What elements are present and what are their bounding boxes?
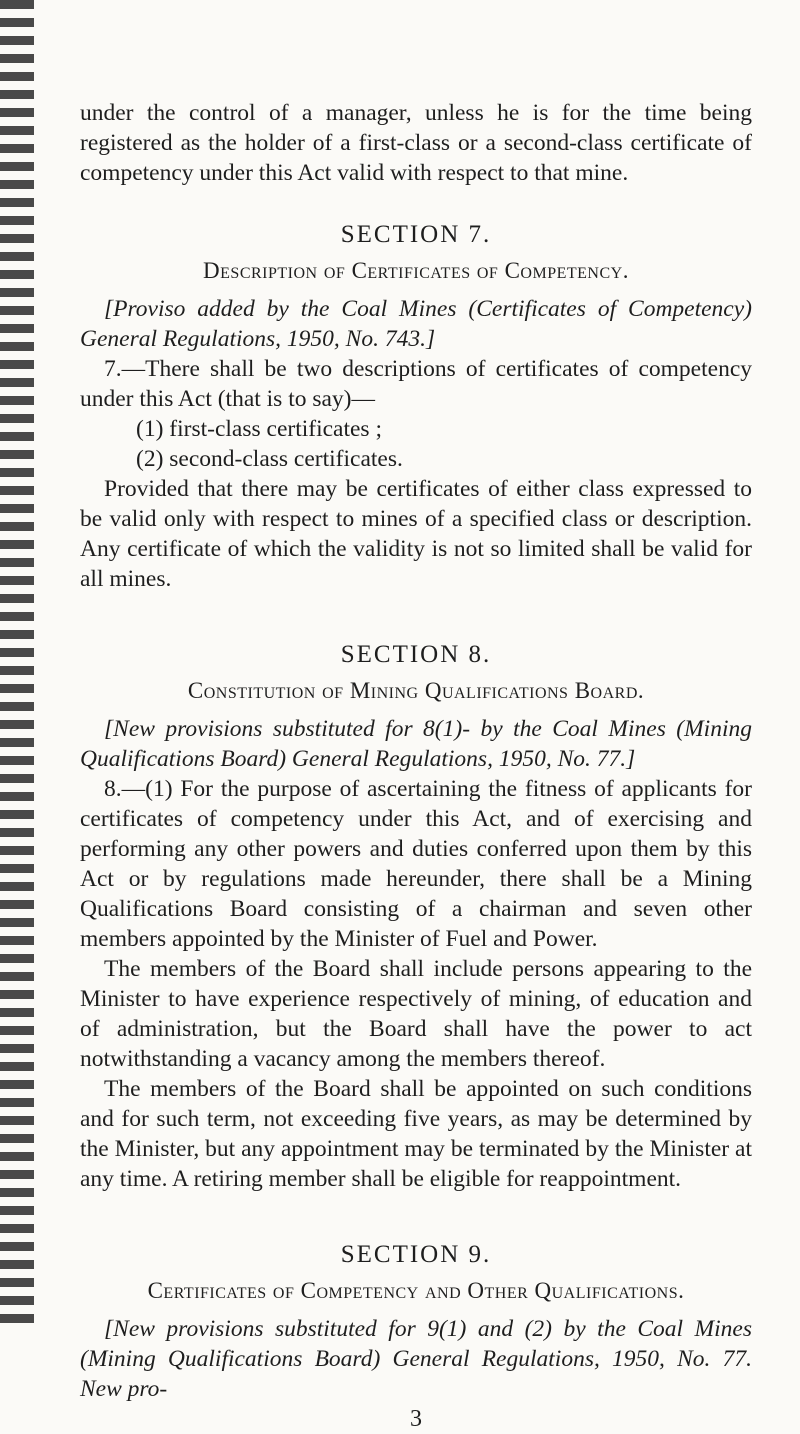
section-8-heading: SECTION 8. bbox=[340, 641, 492, 668]
section-7-note: [Proviso added by the Coal Mines (Certificates of Competency) General Regulations, 1950, No. 743.] bbox=[80, 296, 752, 352]
section-9-heading: SECTION 9. bbox=[340, 1241, 492, 1268]
section-8-subheading: Constitution of Mining Qualifications Board. bbox=[187, 678, 645, 703]
section-7-heading: SECTION 7. bbox=[340, 221, 492, 248]
section-7-subheading: Description of Certificates of Competency. bbox=[203, 258, 629, 283]
section-8-note: [New provisions substituted for 8(1)- by the Coal Mines (Mining Qualifications Board) General Regulations, 1950, No. 77.] bbox=[80, 716, 752, 772]
page-binding-edge bbox=[0, 0, 34, 1328]
page-number: 3 bbox=[410, 1406, 422, 1432]
section-8-paragraph-3: The members of the Board shall be appointed on such conditions and for such term, not exceeding five years, as may be determined by the Minister, but any appointment may be terminated by the Minister at any time. A retiring member shall be eligible for reappointment. bbox=[80, 1076, 752, 1192]
section-7-body: 7.—There shall be two descriptions of certificates of competency under this Act (that is to say)— bbox=[80, 356, 752, 412]
section-7-item-2: (2) second-class certificates. bbox=[136, 446, 403, 472]
document-page bbox=[80, 98, 752, 1434]
section-9-note: [New provisions substituted for 9(1) and (2) by the Coal Mines (Mining Qualifications Board) General Regulations, 1950, No. 77. New pro- bbox=[80, 1316, 752, 1402]
section-7-proviso: Provided that there may be certificates of either class expressed to be valid only with respect to mines of a specified class or description. Any certificate of which the validity is not so limited shall be valid for all mines. bbox=[80, 476, 752, 592]
section-8-paragraph-2: The members of the Board shall include persons appearing to the Minister to have experience respectively of mining, of education and of administration, but the Board shall have the power to act notwithstanding a vacancy among the members thereof. bbox=[80, 956, 752, 1072]
section-9-subheading: Certificates of Competency and Other Qualifications. bbox=[147, 1278, 685, 1303]
section-7-item-1: (1) first-class certificates ; bbox=[136, 416, 382, 442]
section-8-paragraph-1: 8.—(1) For the purpose of ascertaining the fitness of applicants for certificates of competency under this Act, and of exercising and performing any other powers and duties conferred upon them by this Act or by regulations made hereunder, there shall be a Mining Qualifications Board consisting of a chairman and seven other members appointed by the Minister of Fuel and Power. bbox=[80, 776, 752, 952]
intro-paragraph: under the control of a manager, unless he is for the time being registered as the holder of a first-class or a second-class certificate of competency under this Act valid with respect to that mine. bbox=[80, 100, 752, 186]
